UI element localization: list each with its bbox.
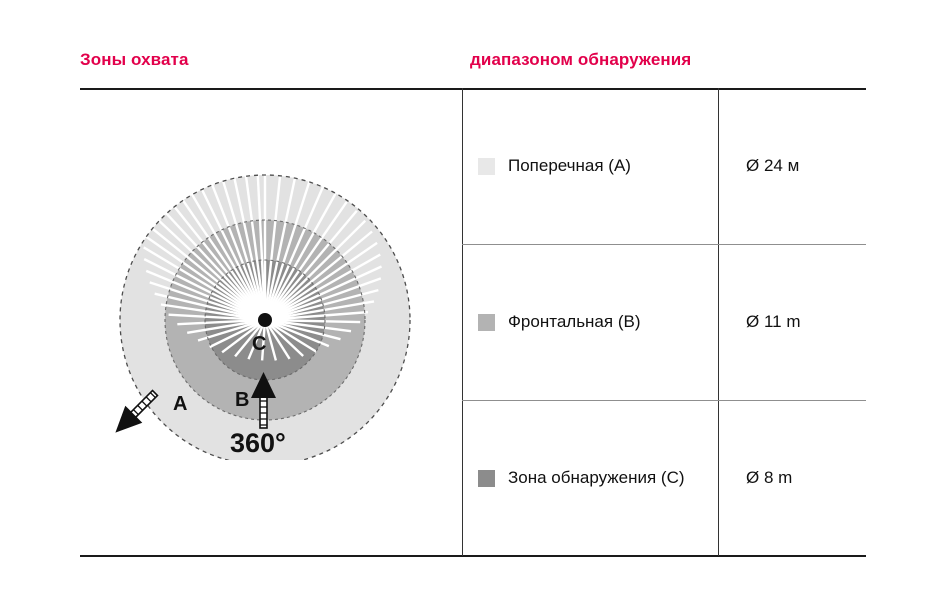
table-row [462, 244, 866, 400]
sensor-center-dot [258, 313, 272, 327]
label-zone-c: C [252, 333, 267, 355]
zone-label-text: Поперечная (A) [508, 156, 631, 175]
zone-label-text: Фронтальная (B) [508, 312, 641, 331]
range-value-text: Ø 8 m [746, 468, 793, 487]
coverage-diagram-svg [80, 110, 450, 460]
zone-b-swatch-icon [478, 314, 495, 331]
detection-range-table [462, 88, 866, 556]
table-row [462, 88, 866, 244]
table-row [462, 400, 866, 556]
table-cell-zone-label [462, 312, 718, 332]
label-zone-a: A [173, 393, 188, 415]
table-cell-zone-label [462, 156, 718, 176]
coverage-diagram [80, 110, 450, 460]
table-cell-range-value [718, 468, 866, 488]
zone-a-swatch-icon [478, 158, 495, 175]
range-value-text: Ø 24 м [746, 156, 800, 175]
table-cell-range-value [718, 312, 866, 332]
page-title-detection-range: диапазоном обнаружения [470, 50, 692, 69]
label-angle-360: 360° [230, 428, 286, 458]
zone-c-swatch-icon [478, 470, 495, 487]
table-cell-range-value [718, 156, 866, 176]
zone-label-text: Зона обнаружения (C) [508, 468, 685, 487]
range-value-text: Ø 11 m [746, 312, 801, 331]
page-title-coverage-zones: Зоны охвата [80, 50, 189, 69]
label-zone-b: B [235, 389, 250, 411]
table-cell-zone-label [462, 468, 718, 488]
